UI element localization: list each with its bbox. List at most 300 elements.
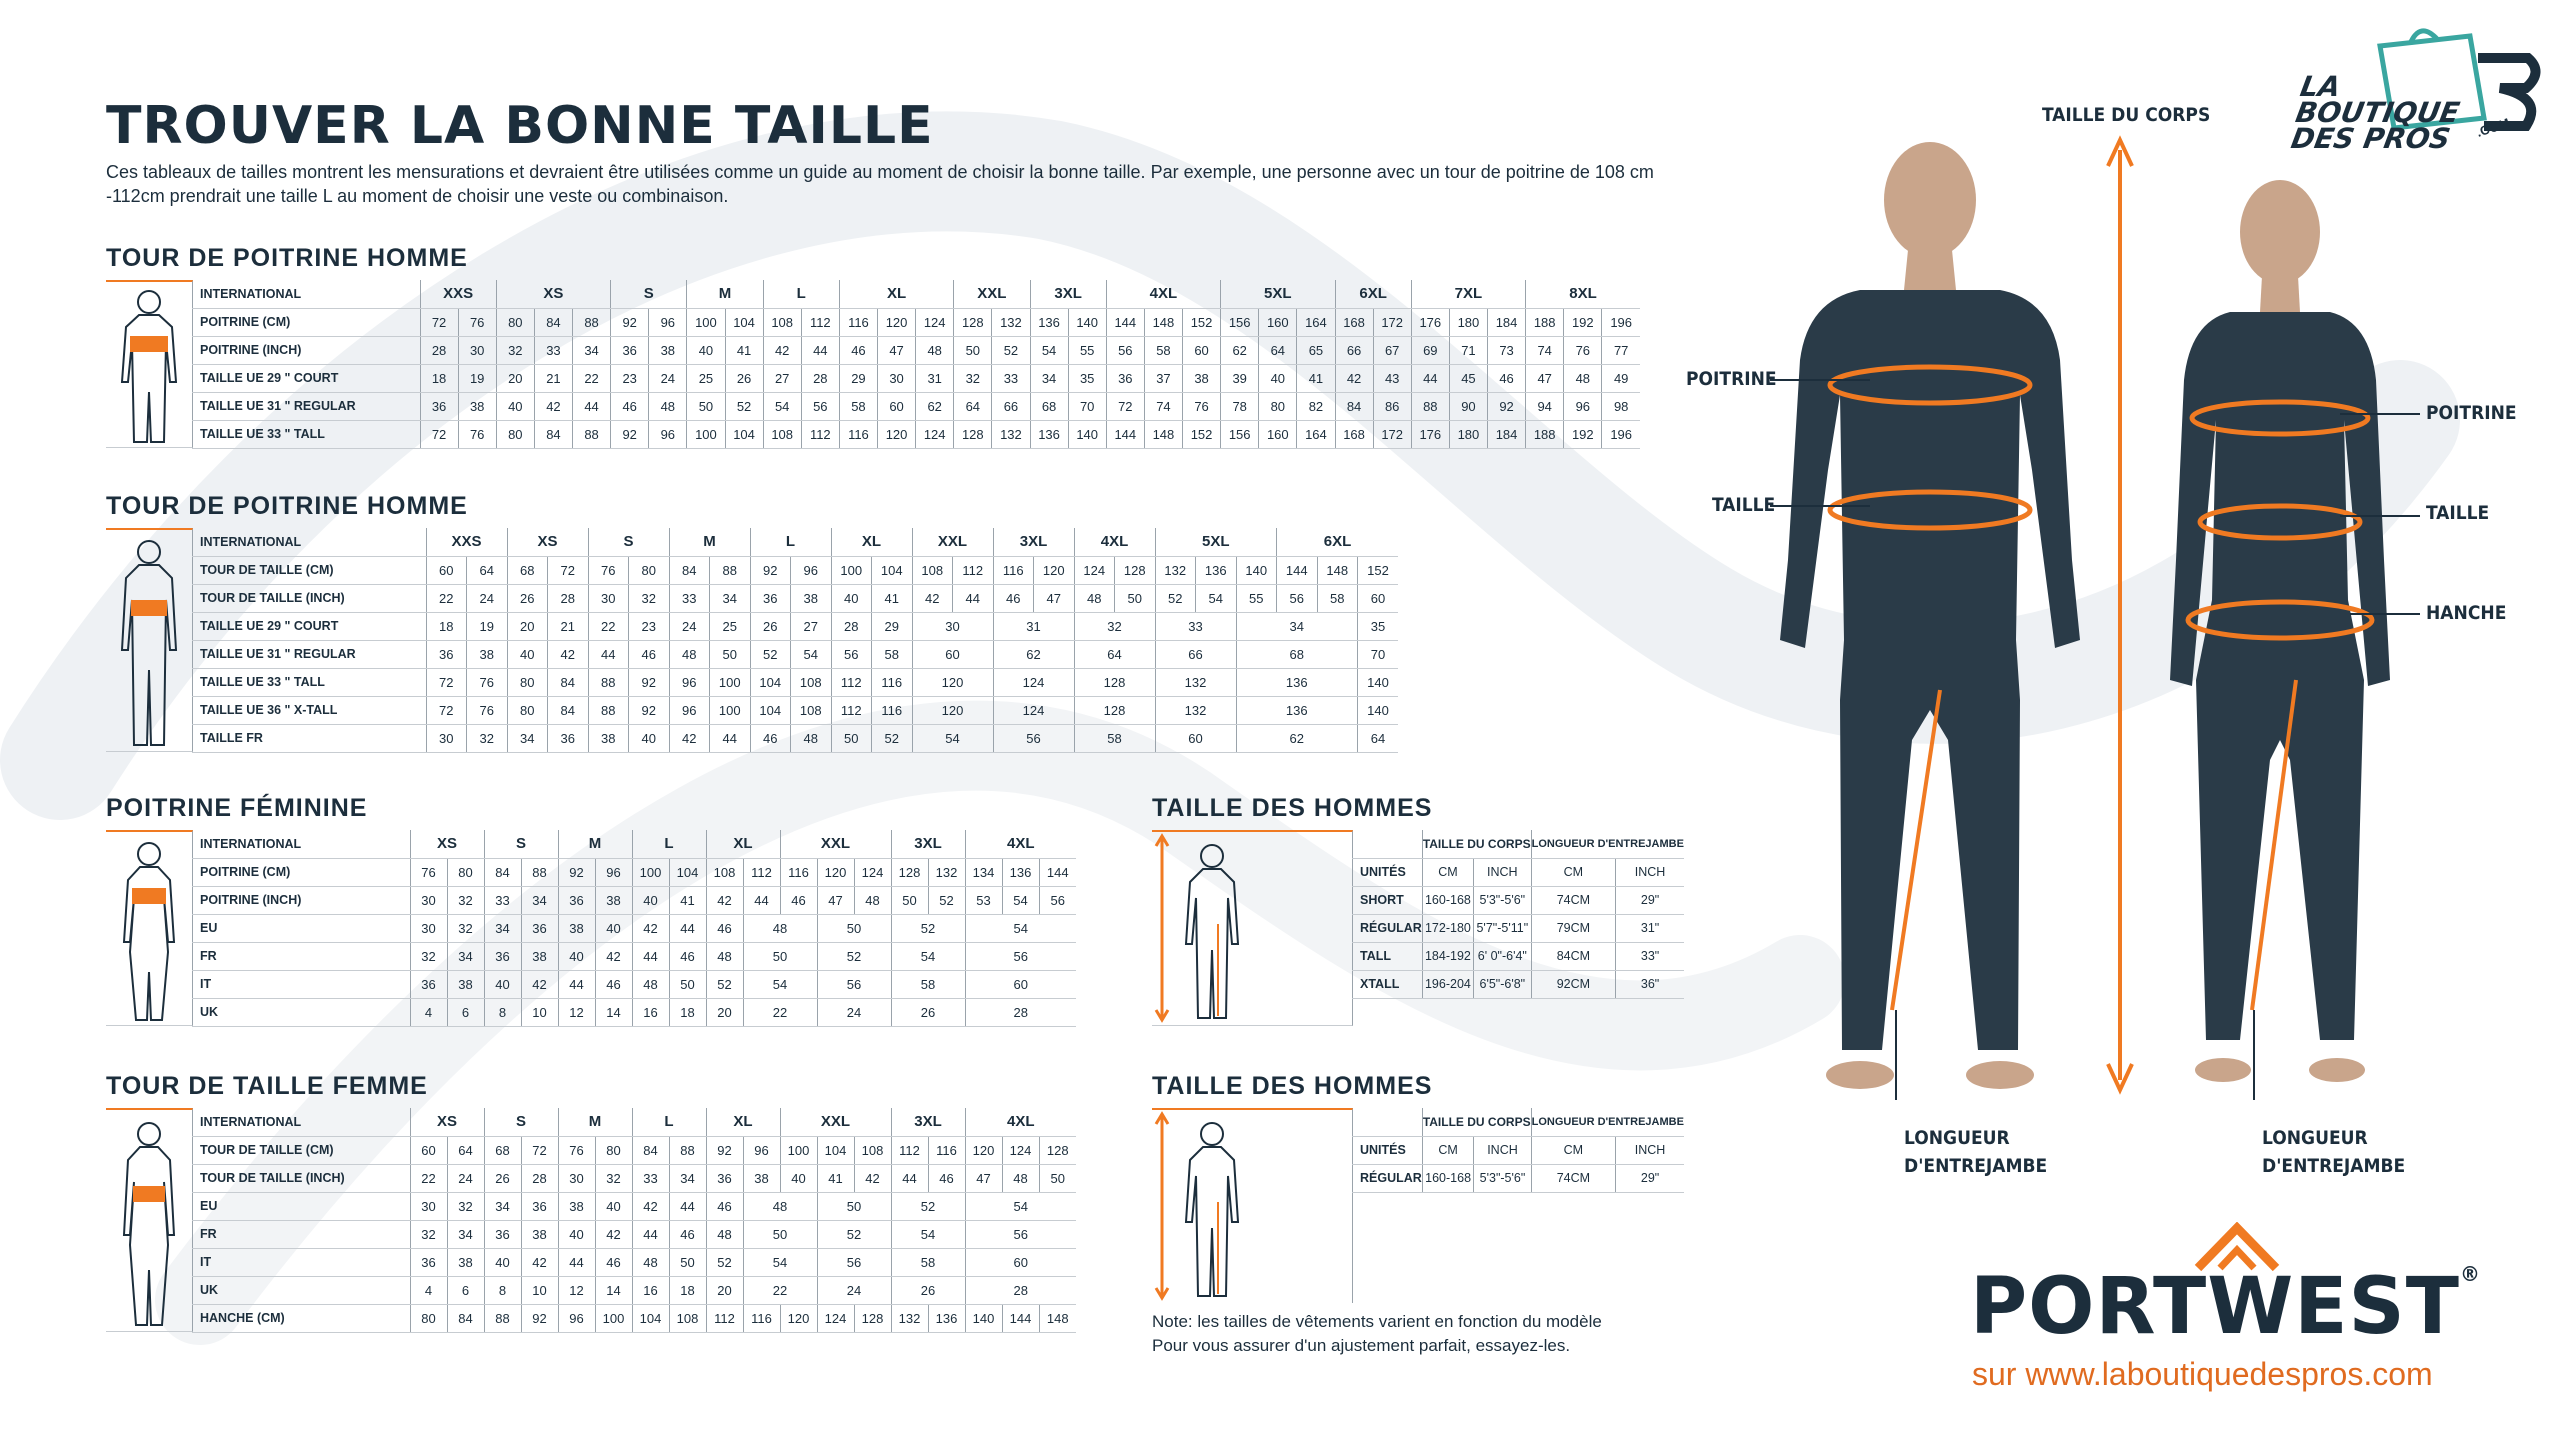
table-cell: 37	[1144, 364, 1182, 392]
table-cell: 76	[558, 1136, 595, 1164]
table-cell: 14	[595, 1276, 632, 1304]
table-cell: 47	[965, 1164, 1002, 1192]
table-cell: 26	[484, 1164, 521, 1192]
table-cell: 100	[710, 696, 751, 724]
table-men-waist	[192, 528, 1398, 753]
table-cell: 76	[588, 556, 629, 584]
table-cell: 40	[831, 584, 872, 612]
table-cell: 92	[629, 696, 670, 724]
table-cell: 6' 0"-6'4"	[1474, 942, 1532, 970]
table-cell: 56	[1039, 886, 1076, 914]
table-cell: 42	[521, 970, 558, 998]
table-cell: 84	[484, 858, 521, 886]
table-cell: 48	[669, 640, 710, 668]
table-cell: 24	[467, 584, 508, 612]
table-cell: 48	[649, 392, 687, 420]
row-label: RÉGULAR	[1352, 914, 1422, 942]
table-cell: 36	[1106, 364, 1144, 392]
table-cell: 128	[1074, 696, 1155, 724]
table-cell: 48	[916, 336, 954, 364]
table-cell: 42	[763, 336, 801, 364]
table-cell: 132	[992, 420, 1030, 448]
table-cell: 96	[791, 556, 832, 584]
table-cell: 84	[447, 1304, 484, 1332]
table-cell: 92	[611, 420, 649, 448]
portwest-wordmark	[1970, 1262, 2481, 1352]
table-cell: 148	[1144, 420, 1182, 448]
table-row	[192, 914, 1076, 942]
table-cell: 68	[507, 556, 548, 584]
row-label: UNITÉS	[1352, 1136, 1422, 1164]
table-cell: 30	[410, 1192, 447, 1220]
table-cell: 108	[706, 858, 743, 886]
table-cell: 78	[1221, 392, 1259, 420]
table-cell: 120	[817, 858, 854, 886]
table-cell: 22	[426, 584, 467, 612]
table-cell: 152	[1183, 420, 1221, 448]
table-cell: 42	[595, 1220, 632, 1248]
table-cell: 38	[467, 640, 508, 668]
table-cell: 44	[710, 724, 751, 752]
section-title-men-waist: TOUR DE POITRINE HOMME	[106, 492, 468, 520]
table-cell: 32	[447, 1192, 484, 1220]
table-cell: 18	[669, 1276, 706, 1304]
row-label: TOUR DE TAILLE (INCH)	[192, 584, 426, 612]
table-row	[1352, 886, 1684, 914]
unit-header-cell: INCH	[1616, 1136, 1684, 1164]
row-label: UK	[192, 1276, 410, 1304]
table-cell: 72	[420, 308, 458, 336]
table-cell: 184-192	[1422, 942, 1473, 970]
table-cell: 156	[1221, 308, 1259, 336]
page-title: TROUVER LA BONNE TAILLE	[106, 96, 934, 156]
table-cell: 32	[595, 1164, 632, 1192]
logo-line-3: DES PROS	[2288, 122, 2453, 155]
table-cell: 60	[965, 970, 1076, 998]
table-cell: 88	[521, 858, 558, 886]
row-label: IT	[192, 970, 410, 998]
table-cell: 36	[558, 886, 595, 914]
table-cell: 46	[993, 584, 1034, 612]
size-header-cell: M	[687, 280, 763, 308]
table-cell: 42	[912, 584, 953, 612]
table-cell: 80	[410, 1304, 447, 1332]
table-men-height-1	[1352, 830, 1684, 999]
table-cell: 132	[1155, 696, 1236, 724]
row-label: RÉGULAR	[1352, 1164, 1422, 1192]
table-cell: 40	[595, 914, 632, 942]
table-cell: 148	[1317, 556, 1358, 584]
table-cell: 132	[928, 858, 965, 886]
table-cell: 108	[912, 556, 953, 584]
table-cell: 88	[573, 308, 611, 336]
table-cell: 22	[588, 612, 629, 640]
table-cell: 48	[1002, 1164, 1039, 1192]
size-header-cell: 6XL	[1335, 280, 1411, 308]
table-cell: 60	[426, 556, 467, 584]
table-cell: 124	[993, 696, 1074, 724]
table-cell: 31	[916, 364, 954, 392]
table-cell: 62	[916, 392, 954, 420]
size-table-men-height-2	[1152, 1108, 1684, 1304]
table-cell: 74CM	[1531, 886, 1616, 914]
table-cell: 58	[872, 640, 913, 668]
table-cell: 30	[912, 612, 993, 640]
row-label: TOUR DE TAILLE (CM)	[192, 1136, 410, 1164]
size-header-cell: L	[763, 280, 839, 308]
table-cell: 72	[548, 556, 589, 584]
size-header-cell: XS	[410, 830, 484, 858]
table-cell: 136	[1002, 858, 1039, 886]
table-cell: 48	[854, 886, 891, 914]
size-header-cell: XXL	[780, 1108, 891, 1136]
row-label: EU	[192, 914, 410, 942]
table-cell: 112	[706, 1304, 743, 1332]
table-cell: 96	[558, 1304, 595, 1332]
size-header-cell: XXL	[912, 528, 993, 556]
size-header-cell: XXL	[954, 280, 1030, 308]
table-cell: 55	[1068, 336, 1106, 364]
table-cell: 38	[588, 724, 629, 752]
table-cell: 76	[1183, 392, 1221, 420]
table-cell: 160	[1259, 308, 1297, 336]
table-cell: 42	[534, 392, 572, 420]
website-url[interactable]: sur www.laboutiquedespros.com	[1972, 1356, 2433, 1392]
logo-line-2: BOUTIQUE	[2293, 96, 2463, 129]
table-cell: 46	[706, 1192, 743, 1220]
table-cell: 72	[426, 696, 467, 724]
table-cell: 69	[1411, 336, 1449, 364]
table-cell: 92	[521, 1304, 558, 1332]
table-cell: 34	[447, 1220, 484, 1248]
table-cell: 40	[496, 392, 534, 420]
table-cell: 172	[1373, 308, 1411, 336]
table-cell: 42	[632, 1192, 669, 1220]
table-cell: 29"	[1616, 886, 1684, 914]
size-table-men-chest	[106, 280, 1640, 448]
table-cell: 33"	[1616, 942, 1684, 970]
size-header-cell: 5XL	[1155, 528, 1277, 556]
table-cell: 56	[1277, 584, 1318, 612]
table-cell: 66	[1155, 640, 1236, 668]
logo-com: .COM	[2474, 115, 2512, 140]
body-outline-icon	[106, 1110, 192, 1331]
portwest-name: PORTWEST	[1970, 1262, 2460, 1352]
table-cell: 84CM	[1531, 942, 1616, 970]
table-cell: 20	[706, 1276, 743, 1304]
table-cell: 88	[573, 420, 611, 448]
table-cell: 140	[1358, 696, 1399, 724]
size-header-cell: 4XL	[1074, 528, 1155, 556]
table-cell: 40	[1259, 364, 1297, 392]
table-cell: 44	[891, 1164, 928, 1192]
table-cell: 34	[573, 336, 611, 364]
table-cell: 4	[410, 998, 447, 1026]
table-cell: 84	[669, 556, 710, 584]
table-cell: 34	[484, 1192, 521, 1220]
body-height-icon	[1152, 832, 1352, 1025]
intro-text: Ces tableaux de tailles montrent les mensurations et devraient être utilisées comme un guide au moment de choisir la bonne taille. Par exemple, une personne avec un tour de poitrine de 108 cm -112cm prendrait une taille L au moment de choisir une veste ou combinaison.	[106, 162, 1654, 206]
row-label: TAILLE FR	[192, 724, 426, 752]
table-cell: 34	[507, 724, 548, 752]
table-cell: 184	[1488, 420, 1526, 448]
table-cell: 74	[1526, 336, 1564, 364]
table-cell: 188	[1526, 420, 1564, 448]
row-label: INTERNATIONAL	[192, 528, 426, 556]
table-cell: 38	[649, 336, 687, 364]
table-cell: 52	[891, 1192, 965, 1220]
table-cell: 42	[595, 942, 632, 970]
table-cell: 48	[743, 1192, 817, 1220]
table-cell: 45	[1449, 364, 1487, 392]
table-cell: 80	[496, 420, 534, 448]
table-row	[192, 1192, 1076, 1220]
table-cell: 40	[780, 1164, 817, 1192]
section-title-men-chest: TOUR DE POITRINE HOMME	[106, 244, 468, 272]
table-row	[1352, 830, 1684, 858]
table-cell: 104	[669, 858, 706, 886]
table-cell: 140	[1068, 308, 1106, 336]
table-row	[192, 392, 1640, 420]
table-cell: 148	[1039, 1304, 1076, 1332]
table-cell: 160-168	[1422, 886, 1473, 914]
unit-header-cell: INCH	[1616, 858, 1684, 886]
table-cell: 94	[1526, 392, 1564, 420]
table-cell: 112	[891, 1136, 928, 1164]
row-label: SHORT	[1352, 886, 1422, 914]
table-cell: 50	[669, 1248, 706, 1276]
table-cell: 68	[484, 1136, 521, 1164]
size-header-cell: 4XL	[1106, 280, 1220, 308]
body-outline-icon	[106, 282, 192, 447]
table-cell: 84	[1335, 392, 1373, 420]
table-cell: 152	[1358, 556, 1399, 584]
table-cell: 46	[928, 1164, 965, 1192]
table-cell: 140	[1068, 420, 1106, 448]
table-cell: 48	[791, 724, 832, 752]
table-cell: 30	[426, 724, 467, 752]
size-header-cell: XS	[507, 528, 588, 556]
table-cell: 196-204	[1422, 970, 1473, 998]
table-cell: 44	[801, 336, 839, 364]
table-cell: 120	[878, 420, 916, 448]
table-cell: 168	[1335, 420, 1373, 448]
table-cell: 47	[817, 886, 854, 914]
row-label: UK	[192, 998, 410, 1026]
table-cell: 100	[710, 668, 751, 696]
table-cell: 54	[743, 970, 817, 998]
table-cell: 34	[484, 914, 521, 942]
table-cell: 34	[521, 886, 558, 914]
table-cell: 52	[891, 914, 965, 942]
table-cell: 124	[1074, 556, 1115, 584]
row-label: POITRINE (INCH)	[192, 886, 410, 914]
table-cell: 36	[484, 1220, 521, 1248]
table-cell: 112	[831, 696, 872, 724]
table-cell: 136	[1236, 668, 1358, 696]
table-cell: 120	[878, 308, 916, 336]
table-cell: 38	[521, 942, 558, 970]
table-cell: 144	[1277, 556, 1318, 584]
table-cell: 54	[965, 1192, 1076, 1220]
size-header-cell: S	[484, 1108, 558, 1136]
row-label: POITRINE (INCH)	[192, 336, 420, 364]
table-cell: 8	[484, 998, 521, 1026]
table-cell: 48	[706, 1220, 743, 1248]
label-male-inseam-line-1: LONGUEUR	[1904, 1127, 2010, 1149]
table-cell: 88	[484, 1304, 521, 1332]
table-row	[192, 942, 1076, 970]
table-cell: 76	[467, 668, 508, 696]
table-cell: 80	[629, 556, 670, 584]
table-cell: 79CM	[1531, 914, 1616, 942]
table-cell: 140	[965, 1304, 1002, 1332]
table-cell: 33	[534, 336, 572, 364]
table-cell: 26	[891, 998, 965, 1026]
table-cell: 46	[669, 1220, 706, 1248]
table-cell: 108	[669, 1304, 706, 1332]
table-cell: 32	[410, 1220, 447, 1248]
table-cell: 38	[458, 392, 496, 420]
table-cell: 52	[706, 1248, 743, 1276]
table-cell: 50	[1115, 584, 1156, 612]
table-cell: 71	[1449, 336, 1487, 364]
table-cell: 28	[420, 336, 458, 364]
table-cell: 54	[791, 640, 832, 668]
table-cell: 56	[817, 970, 891, 998]
table-cell: 32	[496, 336, 534, 364]
table-cell: 53	[965, 886, 1002, 914]
row-label: POITRINE (CM)	[192, 308, 420, 336]
table-cell: 44	[632, 942, 669, 970]
table-cell: 36	[484, 942, 521, 970]
table-cell: 54	[1196, 584, 1237, 612]
label-female-inseam-line-1: LONGUEUR	[2262, 1127, 2368, 1149]
size-header-cell: XL	[831, 528, 912, 556]
table-cell: 54	[763, 392, 801, 420]
label-female-inseam-line-2: D'ENTREJAMBE	[2262, 1155, 2406, 1177]
table-cell: 48	[632, 970, 669, 998]
table-cell: 40	[558, 942, 595, 970]
table-cell: 36	[420, 392, 458, 420]
row-label: TAILLE UE 31 " REGULAR	[192, 640, 426, 668]
table-cell: 27	[763, 364, 801, 392]
table-row	[192, 280, 1640, 308]
table-cell: 80	[447, 858, 484, 886]
row-label: TAILLE UE 33 " TALL	[192, 668, 426, 696]
table-cell: 164	[1297, 420, 1335, 448]
table-cell: 140	[1358, 668, 1399, 696]
table-cell: 84	[632, 1136, 669, 1164]
table-cell: 41	[817, 1164, 854, 1192]
blank-cell	[1352, 830, 1422, 858]
table-cell: 46	[839, 336, 877, 364]
table-cell: 60	[410, 1136, 447, 1164]
table-cell: 64	[1259, 336, 1297, 364]
table-cell: 60	[912, 640, 993, 668]
table-cell: 52	[817, 942, 891, 970]
table-cell: 112	[953, 556, 994, 584]
label-female-taille: TAILLE	[2426, 502, 2490, 524]
table-cell: 47	[1034, 584, 1075, 612]
table-cell: 12	[558, 1276, 595, 1304]
table-cell: 48	[632, 1248, 669, 1276]
table-cell: 44	[953, 584, 994, 612]
table-cell: 116	[872, 696, 913, 724]
size-header-cell: M	[558, 1108, 632, 1136]
table-cell: 144	[1106, 420, 1144, 448]
table-row	[192, 528, 1398, 556]
table-cell: 10	[521, 998, 558, 1026]
table-cell: 116	[839, 420, 877, 448]
table-cell: 46	[629, 640, 670, 668]
table-cell: 20	[706, 998, 743, 1026]
size-header-cell: XL	[839, 280, 953, 308]
table-cell: 23	[629, 612, 670, 640]
table-cell: 50	[710, 640, 751, 668]
table-cell: 43	[1373, 364, 1411, 392]
table-cell: 50	[687, 392, 725, 420]
table-cell: 24	[669, 612, 710, 640]
table-cell: 50	[743, 942, 817, 970]
size-header-cell: XS	[496, 280, 610, 308]
table-women-chest	[192, 830, 1076, 1027]
table-cell: 72	[1106, 392, 1144, 420]
table-cell: 104	[817, 1136, 854, 1164]
row-label: TALL	[1352, 942, 1422, 970]
size-header-cell: 3XL	[1030, 280, 1106, 308]
table-cell: 66	[1335, 336, 1373, 364]
table-row	[1352, 1136, 1684, 1164]
table-cell: 120	[912, 668, 993, 696]
blank-cell	[1352, 1108, 1422, 1136]
table-cell: 124	[916, 420, 954, 448]
table-cell: 96	[669, 696, 710, 724]
table-cell: 47	[878, 336, 916, 364]
table-cell: 55	[1236, 584, 1277, 612]
table-cell: 35	[1358, 612, 1399, 640]
table-cell: 12	[558, 998, 595, 1026]
table-cell: 18	[669, 998, 706, 1026]
table-cell: 64	[1074, 640, 1155, 668]
table-row	[192, 308, 1640, 336]
table-cell: 172-180	[1422, 914, 1473, 942]
table-row	[192, 970, 1076, 998]
table-cell: 44	[669, 914, 706, 942]
row-label: TAILLE UE 36 " X-TALL	[192, 696, 426, 724]
table-cell: 38	[743, 1164, 780, 1192]
table-cell: 84	[534, 420, 572, 448]
table-cell: 4	[410, 1276, 447, 1304]
table-cell: 19	[458, 364, 496, 392]
table-cell: 54	[891, 942, 965, 970]
table-cell: 36"	[1616, 970, 1684, 998]
table-cell: 58	[1317, 584, 1358, 612]
table-cell: 28	[965, 998, 1076, 1026]
table-cell: 36	[706, 1164, 743, 1192]
table-cell: 30	[588, 584, 629, 612]
table-cell: 50	[954, 336, 992, 364]
table-row	[192, 556, 1398, 584]
table-cell: 52	[725, 392, 763, 420]
table-cell: 26	[725, 364, 763, 392]
size-header-cell: XXS	[426, 528, 507, 556]
table-cell: 88	[710, 556, 751, 584]
table-cell: 6'5"-6'8"	[1474, 970, 1532, 998]
table-cell: 104	[725, 308, 763, 336]
table-cell: 50	[669, 970, 706, 998]
table-cell: 32	[410, 942, 447, 970]
